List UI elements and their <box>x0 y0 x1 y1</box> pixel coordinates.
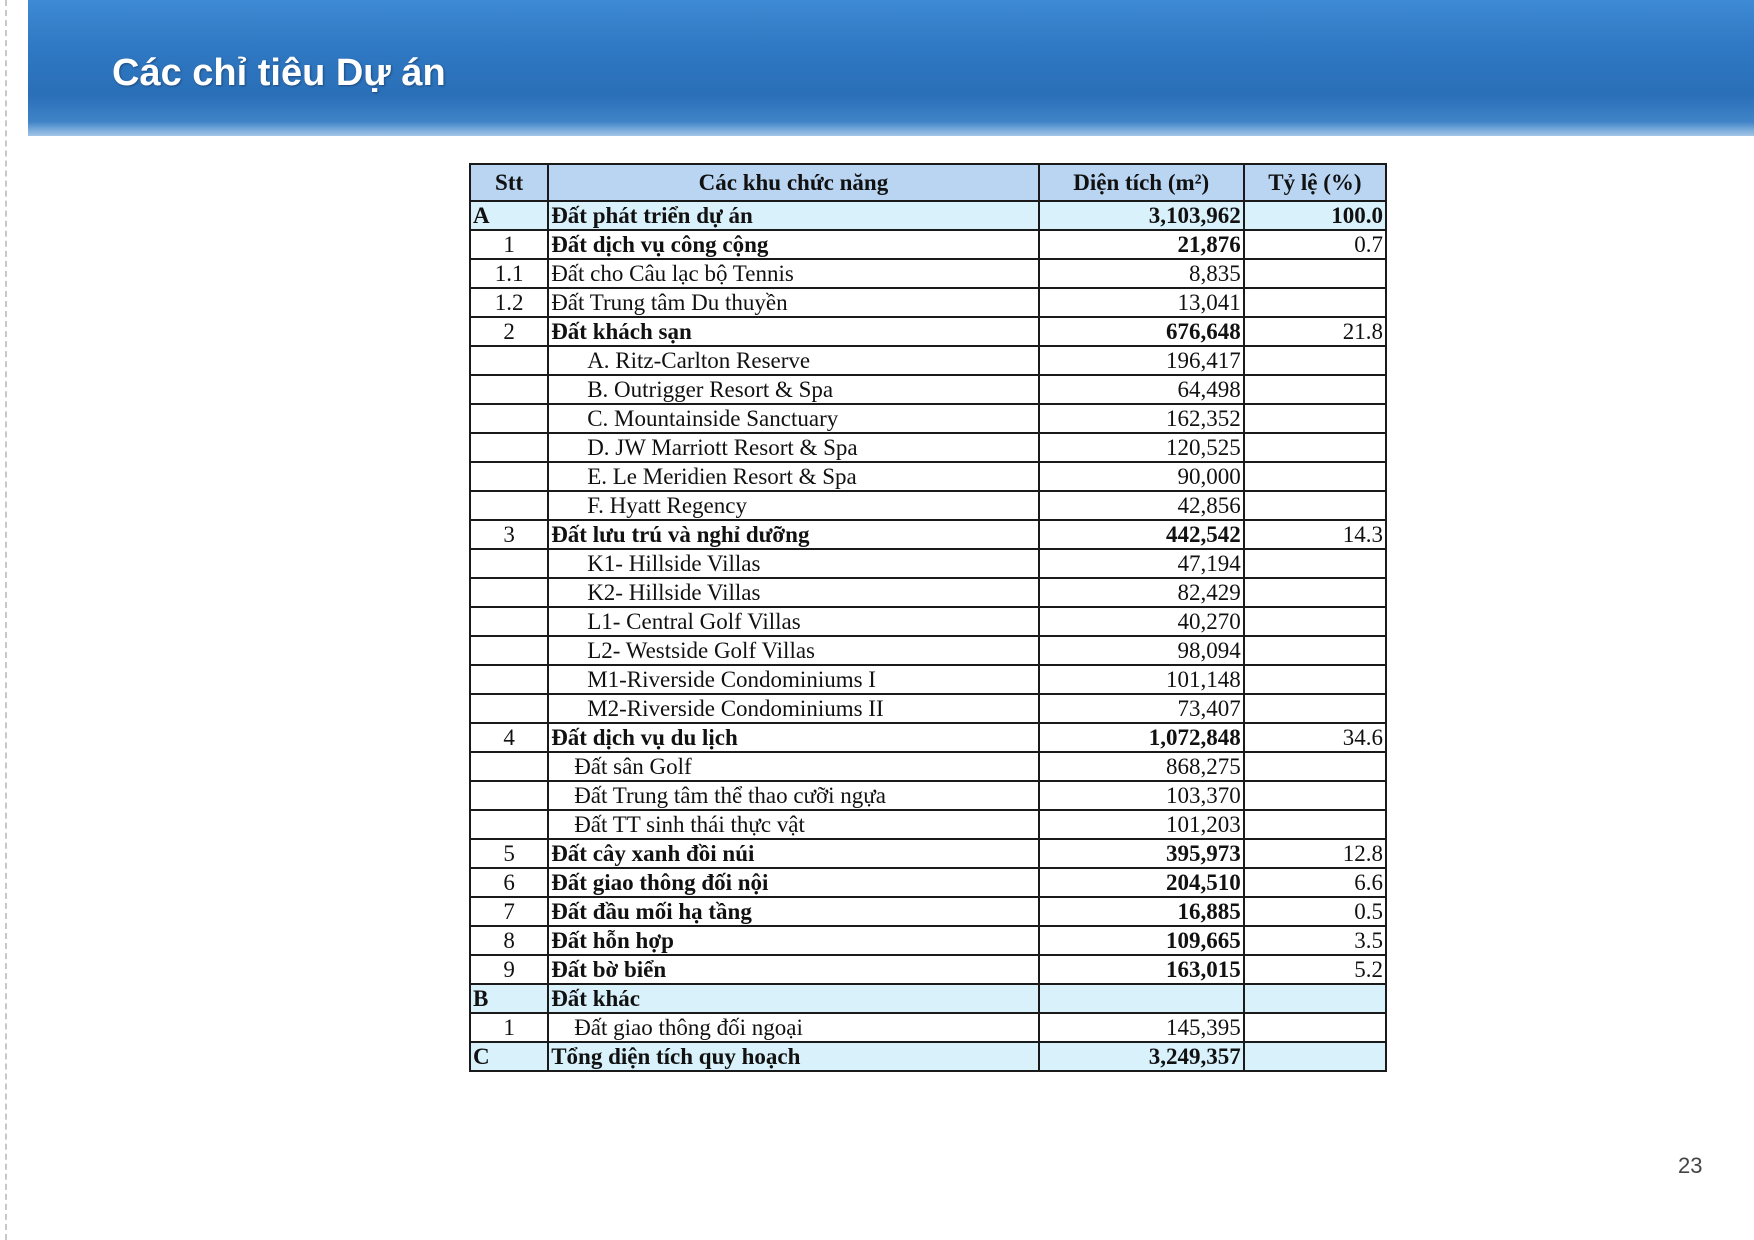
cell-percent <box>1244 433 1386 462</box>
cell-stt: 3 <box>470 520 548 549</box>
cell-percent <box>1244 346 1386 375</box>
cell-name: K2- Hillside Villas <box>548 578 1038 607</box>
cell-percent: 21.8 <box>1244 317 1386 346</box>
table-header-row <box>470 164 1386 201</box>
cell-percent <box>1244 404 1386 433</box>
cell-stt <box>470 694 548 723</box>
cell-name: Đất lưu trú và nghỉ dưỡng <box>548 520 1038 549</box>
cell-stt <box>470 491 548 520</box>
cell-area: 1,072,848 <box>1039 723 1244 752</box>
table-row <box>470 1013 1386 1042</box>
cell-stt <box>470 375 548 404</box>
cell-area: 42,856 <box>1039 491 1244 520</box>
cell-percent <box>1244 752 1386 781</box>
cell-area: 3,249,357 <box>1039 1042 1244 1071</box>
cell-area: 442,542 <box>1039 520 1244 549</box>
table-row <box>470 984 1386 1013</box>
cell-percent <box>1244 491 1386 520</box>
cell-stt: 2 <box>470 317 548 346</box>
cell-name: Đất dịch vụ công cộng <box>548 230 1038 259</box>
header-area: Diện tích (m²) <box>1039 164 1244 201</box>
cell-percent: 5.2 <box>1244 955 1386 984</box>
cell-area: 3,103,962 <box>1039 201 1244 230</box>
table-row <box>470 897 1386 926</box>
cell-area: 120,525 <box>1039 433 1244 462</box>
cell-percent <box>1244 694 1386 723</box>
table-row <box>470 839 1386 868</box>
cell-name: F. Hyatt Regency <box>548 491 1038 520</box>
cell-stt <box>470 462 548 491</box>
cell-area: 101,203 <box>1039 810 1244 839</box>
cell-name: Đất dịch vụ du lịch <box>548 723 1038 752</box>
cell-stt <box>470 578 548 607</box>
cell-stt: 1 <box>470 230 548 259</box>
cell-stt <box>470 549 548 578</box>
table-row <box>470 578 1386 607</box>
table-row <box>470 955 1386 984</box>
cell-name: Đất hỗn hợp <box>548 926 1038 955</box>
table-row <box>470 926 1386 955</box>
table-row <box>470 433 1386 462</box>
cell-name: Đất Trung tâm thể thao cưỡi ngựa <box>548 781 1038 810</box>
cell-percent: 6.6 <box>1244 868 1386 897</box>
page-number: 23 <box>1678 1153 1703 1178</box>
cell-area: 103,370 <box>1039 781 1244 810</box>
cell-stt <box>470 810 548 839</box>
table-row <box>470 230 1386 259</box>
cell-stt <box>470 665 548 694</box>
cell-stt: 4 <box>470 723 548 752</box>
table-row <box>470 752 1386 781</box>
cell-name: M1-Riverside Condominiums I <box>548 665 1038 694</box>
cell-name: L1- Central Golf Villas <box>548 607 1038 636</box>
table-row <box>470 1042 1386 1071</box>
page-left-border <box>0 0 7 1240</box>
cell-percent <box>1244 288 1386 317</box>
table-row <box>470 665 1386 694</box>
page-title: Các chỉ tiêu Dự án <box>112 52 446 94</box>
table-row <box>470 317 1386 346</box>
cell-percent: 3.5 <box>1244 926 1386 955</box>
cell-percent <box>1244 810 1386 839</box>
table-row <box>470 404 1386 433</box>
cell-area: 13,041 <box>1039 288 1244 317</box>
cell-name: Đất sân Golf <box>548 752 1038 781</box>
cell-area <box>1039 984 1244 1013</box>
cell-area: 73,407 <box>1039 694 1244 723</box>
cell-name: Đất cây xanh đồi núi <box>548 839 1038 868</box>
table-row <box>470 375 1386 404</box>
cell-percent <box>1244 462 1386 491</box>
cell-percent <box>1244 578 1386 607</box>
cell-stt <box>470 636 548 665</box>
cell-area: 16,885 <box>1039 897 1244 926</box>
table-row <box>470 491 1386 520</box>
cell-area: 47,194 <box>1039 549 1244 578</box>
cell-stt: 5 <box>470 839 548 868</box>
cell-stt: C <box>470 1042 548 1071</box>
cell-stt: 1.2 <box>470 288 548 317</box>
header-percent: Tỷ lệ (%) <box>1244 164 1386 201</box>
cell-percent <box>1244 636 1386 665</box>
cell-area: 82,429 <box>1039 578 1244 607</box>
table-row <box>470 810 1386 839</box>
cell-area: 868,275 <box>1039 752 1244 781</box>
cell-name: B. Outrigger Resort & Spa <box>548 375 1038 404</box>
cell-stt <box>470 752 548 781</box>
cell-percent <box>1244 1013 1386 1042</box>
cell-area: 162,352 <box>1039 404 1244 433</box>
cell-name: Đất đầu mối hạ tầng <box>548 897 1038 926</box>
cell-area: 109,665 <box>1039 926 1244 955</box>
table-row <box>470 636 1386 665</box>
cell-name: Đất giao thông đối ngoại <box>548 1013 1038 1042</box>
project-indicators-table <box>469 163 1387 1072</box>
cell-name: Đất bờ biển <box>548 955 1038 984</box>
table-row <box>470 346 1386 375</box>
header-functional-zones: Các khu chức năng <box>548 164 1038 201</box>
cell-name: L2- Westside Golf Villas <box>548 636 1038 665</box>
header-band <box>28 0 1754 136</box>
cell-name: M2-Riverside Condominiums II <box>548 694 1038 723</box>
cell-stt: 8 <box>470 926 548 955</box>
header-stt: Stt <box>470 164 548 201</box>
table-row <box>470 549 1386 578</box>
cell-stt <box>470 781 548 810</box>
cell-percent <box>1244 375 1386 404</box>
cell-area: 395,973 <box>1039 839 1244 868</box>
cell-name: C. Mountainside Sanctuary <box>548 404 1038 433</box>
table-row <box>470 520 1386 549</box>
cell-percent: 14.3 <box>1244 520 1386 549</box>
cell-percent <box>1244 607 1386 636</box>
cell-percent <box>1244 781 1386 810</box>
cell-area: 21,876 <box>1039 230 1244 259</box>
table-row <box>470 781 1386 810</box>
cell-stt <box>470 404 548 433</box>
cell-area: 8,835 <box>1039 259 1244 288</box>
table-row <box>470 288 1386 317</box>
cell-name: A. Ritz-Carlton Reserve <box>548 346 1038 375</box>
cell-name: Đất TT sinh thái thực vật <box>548 810 1038 839</box>
cell-stt <box>470 607 548 636</box>
cell-percent <box>1244 984 1386 1013</box>
cell-percent <box>1244 1042 1386 1071</box>
cell-stt: A <box>470 201 548 230</box>
cell-name: D. JW Marriott Resort & Spa <box>548 433 1038 462</box>
cell-stt: 7 <box>470 897 548 926</box>
cell-area: 676,648 <box>1039 317 1244 346</box>
cell-name: Đất khác <box>548 984 1038 1013</box>
cell-name: Tổng diện tích quy hoạch <box>548 1042 1038 1071</box>
cell-percent: 34.6 <box>1244 723 1386 752</box>
cell-stt <box>470 433 548 462</box>
cell-area: 204,510 <box>1039 868 1244 897</box>
cell-area: 40,270 <box>1039 607 1244 636</box>
table-row <box>470 607 1386 636</box>
cell-name: E. Le Meridien Resort & Spa <box>548 462 1038 491</box>
cell-area: 90,000 <box>1039 462 1244 491</box>
cell-area: 163,015 <box>1039 955 1244 984</box>
table-row <box>470 201 1386 230</box>
cell-name: Đất khách sạn <box>548 317 1038 346</box>
cell-area: 98,094 <box>1039 636 1244 665</box>
cell-percent: 100.0 <box>1244 201 1386 230</box>
cell-area: 101,148 <box>1039 665 1244 694</box>
cell-area: 64,498 <box>1039 375 1244 404</box>
table-row <box>470 694 1386 723</box>
cell-stt: 6 <box>470 868 548 897</box>
cell-stt: 9 <box>470 955 548 984</box>
cell-percent: 12.8 <box>1244 839 1386 868</box>
cell-percent: 0.5 <box>1244 897 1386 926</box>
cell-name: Đất cho Câu lạc bộ Tennis <box>548 259 1038 288</box>
cell-name: Đất giao thông đối nội <box>548 868 1038 897</box>
cell-area: 145,395 <box>1039 1013 1244 1042</box>
table-row <box>470 723 1386 752</box>
table-row <box>470 868 1386 897</box>
cell-percent <box>1244 665 1386 694</box>
table-row <box>470 259 1386 288</box>
cell-name: Đất Trung tâm Du thuyền <box>548 288 1038 317</box>
cell-stt: B <box>470 984 548 1013</box>
table-row <box>470 462 1386 491</box>
cell-name: K1- Hillside Villas <box>548 549 1038 578</box>
cell-name: Đất phát triển dự án <box>548 201 1038 230</box>
cell-percent <box>1244 259 1386 288</box>
cell-percent <box>1244 549 1386 578</box>
cell-stt <box>470 346 548 375</box>
cell-percent: 0.7 <box>1244 230 1386 259</box>
cell-area: 196,417 <box>1039 346 1244 375</box>
cell-stt: 1 <box>470 1013 548 1042</box>
cell-stt: 1.1 <box>470 259 548 288</box>
